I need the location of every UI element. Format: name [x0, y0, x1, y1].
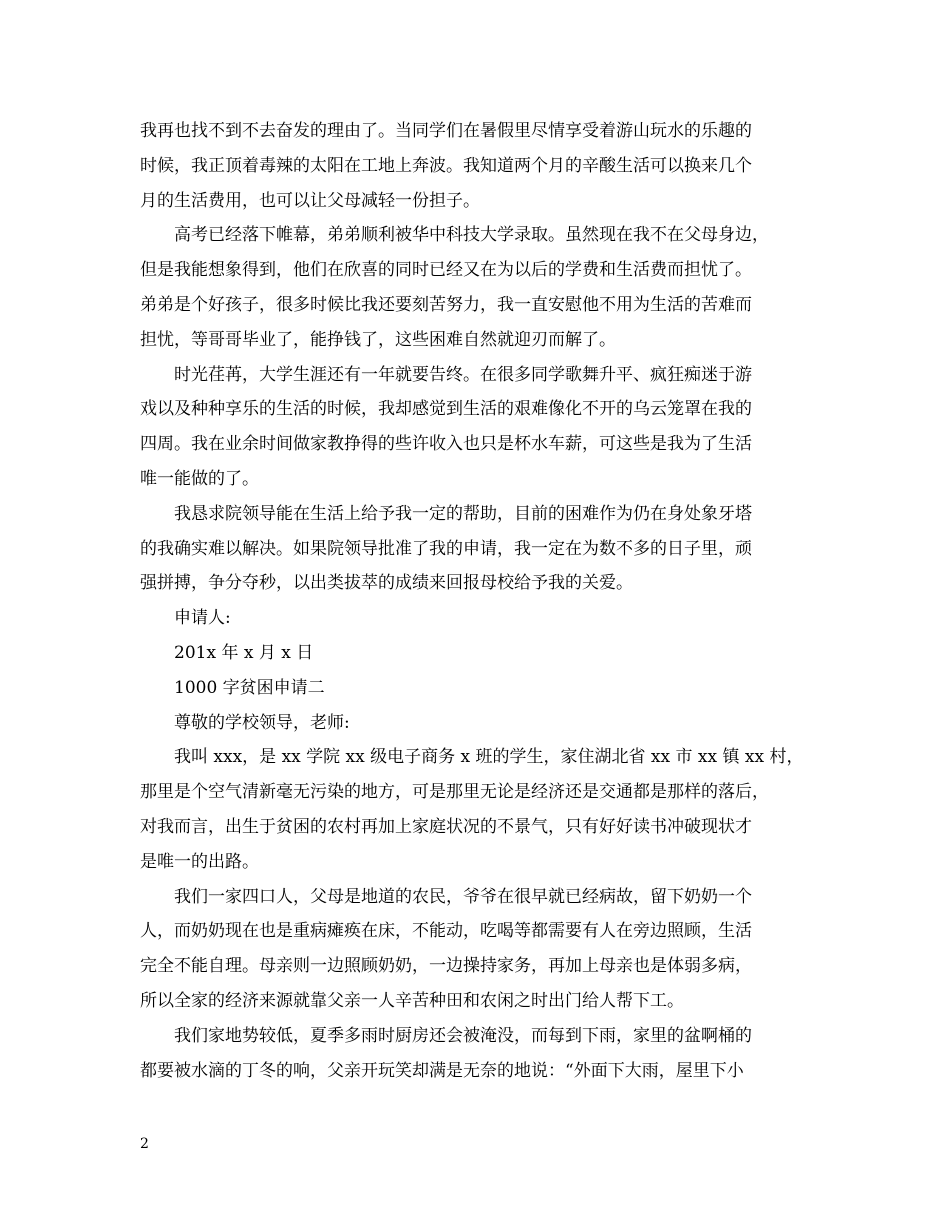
- text-line: 我们家地势较低，夏季多雨时厨房还会被淹没，而每到下雨，家里的盆啊桶的: [174, 1025, 752, 1046]
- text-line: 强拼搏，争分夺秒，以出类拔萃的成绩来回报母校给予我的关爱。: [140, 573, 633, 594]
- text-line: 弟弟是个好孩子，很多时候比我还要刻苦努力，我一直安慰他不用为生活的苦难而: [140, 294, 752, 315]
- text-line: 我们一家四口人，父母是地道的农民，爷爷在很早就已经病故，留下奶奶一个: [174, 886, 752, 907]
- text-line: 但是我能想象得到，他们在欣喜的同时已经又在为以后的学费和生活费而担忧了。: [140, 260, 752, 281]
- text-line: 201x 年 x 月 x 日: [174, 642, 314, 663]
- page-number: 2: [140, 1136, 149, 1152]
- text-line: 的我确实难以解决。如果院领导批准了我的申请，我一定在为数不多的日子里，顽: [140, 538, 752, 559]
- document-body: [140, 114, 816, 1088]
- text-line: 时候，我正顶着毒辣的太阳在工地上奔波。我知道两个月的辛酸生活可以换来几个: [140, 155, 752, 176]
- text-line: 我叫 xxx，是 xx 学院 xx 级电子商务 x 班的学生，家住湖北省 xx 市 xx 镇 xx 村，: [174, 747, 804, 768]
- text-line: 1000 字贫困申请二: [174, 677, 325, 698]
- text-line: 人，而奶奶现在也是重病瘫痪在床，不能动，吃喝等都需要有人在旁边照顾，生活: [140, 921, 752, 942]
- text-line: 戏以及种种享乐的生活的时候，我却感觉到生活的艰难像化不开的乌云笼罩在我的: [140, 399, 752, 420]
- text-line: 对我而言，出生于贫困的农村再加上家庭状况的不景气，只有好好读书冲破现状才: [140, 816, 752, 837]
- text-line: 都要被水滴的丁冬的响，父亲开玩笑却满是无奈的地说：“外面下大雨，屋里下小: [140, 1060, 744, 1081]
- text-line: 那里是个空气清新毫无污染的地方，可是那里无论是经济还是交通都是那样的落后，: [140, 782, 769, 803]
- text-line: 我再也找不到不去奋发的理由了。当同学们在暑假里尽情享受着游山玩水的乐趣的: [140, 121, 752, 141]
- text-line: 是唯一的出路。: [140, 851, 259, 872]
- text-line: 时光荏苒，大学生涯还有一年就要告终。在很多同学歌舞升平、疯狂痴迷于游: [174, 364, 752, 385]
- text-line: 申请人:: [174, 608, 231, 629]
- text-line: 四周。我在业余时间做家教挣得的些许收入也只是杯水车薪，可这些是我为了生活: [140, 434, 752, 455]
- text-line: 担忧，等哥哥毕业了，能挣钱了，这些困难自然就迎刃而解了。: [140, 329, 616, 350]
- text-line: 我恳求院领导能在生活上给予我一定的帮助，目前的困难作为仍在身处象牙塔: [174, 503, 752, 524]
- text-line: 高考已经落下帷幕，弟弟顺利被华中科技大学录取。虽然现在我不在父母身边，: [174, 225, 769, 246]
- text-line: 尊敬的学校领导，老师:: [174, 712, 350, 733]
- text-line: 完全不能自理。母亲则一边照顾奶奶，一边操持家务，再加上母亲也是体弱多病，: [140, 956, 752, 977]
- text-line: 月的生活费用，也可以让父母减轻一份担子。: [140, 190, 480, 211]
- text-line: 所以全家的经济来源就靠父亲一人辛苦种田和农闲之时出门给人帮下工。: [140, 990, 684, 1011]
- text-line: 唯一能做的了。: [140, 468, 259, 489]
